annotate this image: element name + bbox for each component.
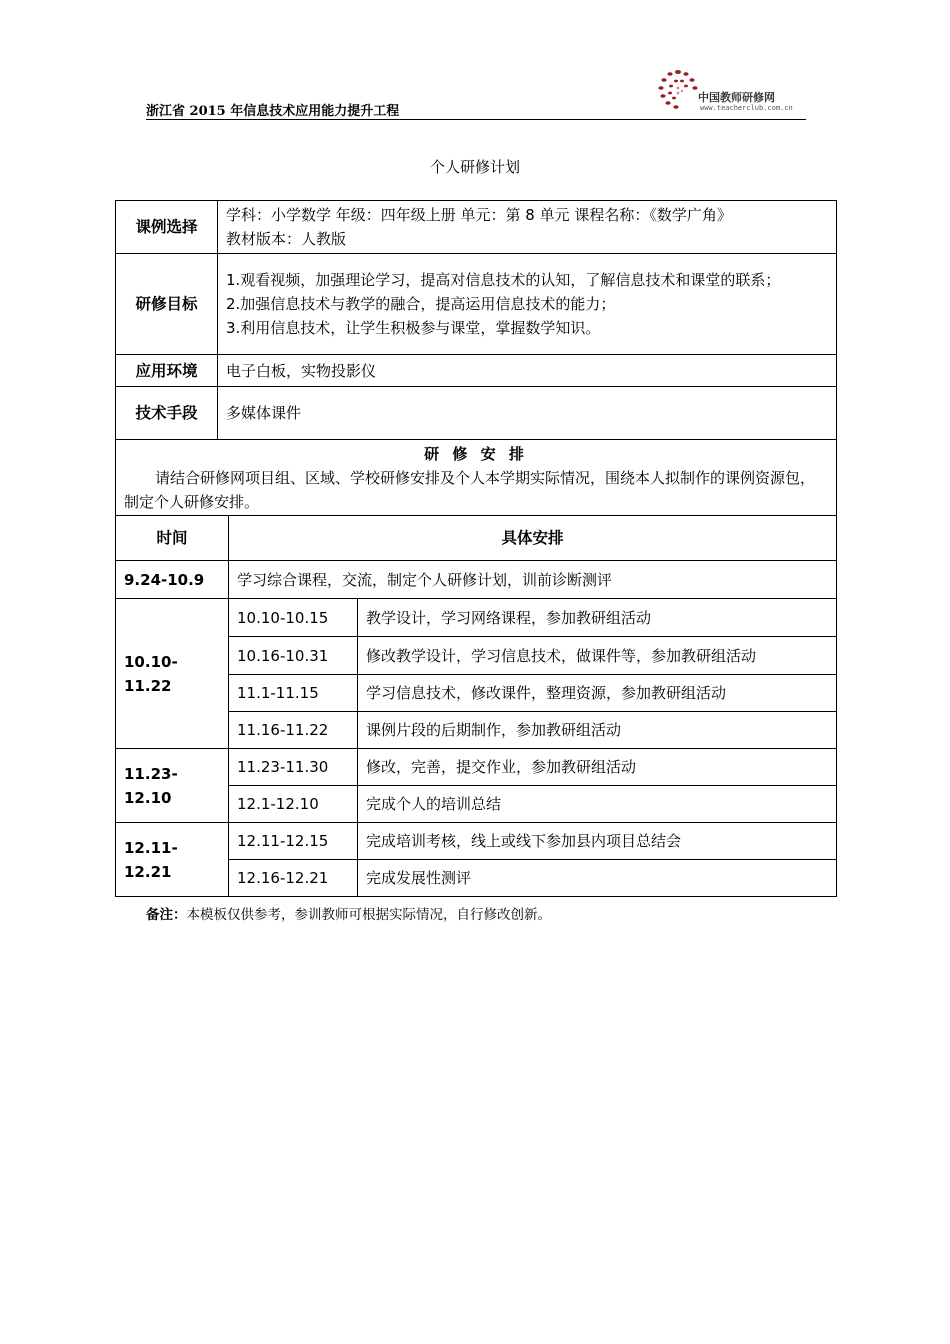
goal-item: 1.观看视频，加强理论学习，提高对信息技术的认知，了解信息技术和课堂的联系；	[226, 271, 781, 289]
goal-value	[218, 254, 837, 355]
course-line-1: 学科：小学数学 年级：四年级上册 单元：第 8 单元 课程名称：《数学广角》	[226, 206, 732, 224]
project-title: 浙江省 2015 年信息技术应用能力提升工程	[146, 104, 400, 119]
period-cell: 10.10-11.22	[116, 599, 229, 749]
task-cell: 修改，完善，提交作业，参加教研组活动	[358, 749, 837, 786]
course-line-2: 教材版本：人教版	[226, 230, 347, 248]
date-range-cell: 12.11-12.15	[229, 823, 358, 860]
plan-table	[115, 200, 837, 897]
schedule-row	[116, 749, 837, 786]
schedule-header-row	[116, 516, 837, 561]
arrangement-intro-row	[116, 440, 837, 516]
schedule-row	[116, 823, 837, 860]
logo-url: www.teacherclub.com.cn	[700, 104, 793, 112]
technique-label: 技术手段	[116, 387, 218, 440]
schedule-row	[116, 561, 837, 599]
date-range-cell: 11.23-11.30	[229, 749, 358, 786]
task-cell: 完成个人的培训总结	[358, 786, 837, 823]
logo-name: 中国教师研修网	[698, 91, 775, 104]
goal-item: 2.加强信息技术与教学的融合，提高运用信息技术的能力；	[226, 295, 616, 313]
date-range-cell: 11.16-11.22	[229, 712, 358, 749]
task-cell: 教学设计，学习网络课程，参加教研组活动	[358, 599, 837, 637]
date-range-cell: 10.10-10.15	[229, 599, 358, 637]
arrangement-heading: 研 修 安 排	[424, 444, 528, 463]
footnote-text: 本模板仅供参考，参训教师可根据实际情况，自行修改创新。	[186, 907, 551, 923]
environment-row	[116, 355, 837, 387]
footnote	[146, 903, 551, 923]
date-range-cell: 11.1-11.15	[229, 675, 358, 712]
arrangement-intro-cell	[116, 440, 837, 516]
schedule-row	[116, 599, 837, 637]
date-range-cell: 12.16-12.21	[229, 860, 358, 897]
course-row	[116, 201, 837, 254]
date-range-cell: 12.1-12.10	[229, 786, 358, 823]
document-title: 个人研修计划	[429, 158, 520, 176]
task-cell: 修改教学设计，学习信息技术，做课件等，参加教研组活动	[358, 637, 837, 675]
detail-column-header: 具体安排	[229, 516, 837, 561]
technique-value: 多媒体课件	[218, 387, 837, 440]
goal-item: 3.利用信息技术，让学生积极参与课堂，掌握数学知识。	[226, 319, 601, 337]
task-cell: 完成发展性测评	[358, 860, 837, 897]
footnote-label: 备注：	[146, 907, 187, 923]
environment-label: 应用环境	[116, 355, 218, 387]
task-cell: 学习信息技术，修改课件，整理资源，参加教研组活动	[358, 675, 837, 712]
arrangement-intro: 请结合研修网项目组、区域、学校研修安排及个人本学期实际情况，围绕本人拟制作的课例资源包，制定个人研修安排。	[124, 468, 816, 511]
task-cell: 学习综合课程，交流，制定个人研修计划，训前诊断测评	[229, 561, 837, 599]
period-cell: 12.11-12.21	[116, 823, 229, 897]
goal-label: 研修目标	[116, 254, 218, 355]
header-divider	[146, 119, 806, 120]
course-label: 课例选择	[116, 201, 218, 254]
goal-row	[116, 254, 837, 355]
technique-row	[116, 387, 837, 440]
time-column-header: 时间	[116, 516, 229, 561]
task-cell: 课例片段的后期制作，参加教研组活动	[358, 712, 837, 749]
logo-flower-icon	[656, 66, 700, 114]
date-range-cell: 10.16-10.31	[229, 637, 358, 675]
course-value	[218, 201, 837, 254]
teacherclub-logo	[656, 66, 806, 118]
period-cell: 11.23-12.10	[116, 749, 229, 823]
task-cell: 完成培训考核，线上或线下参加县内项目总结会	[358, 823, 837, 860]
environment-value: 电子白板，实物投影仪	[218, 355, 837, 387]
period-cell: 9.24-10.9	[116, 561, 229, 599]
